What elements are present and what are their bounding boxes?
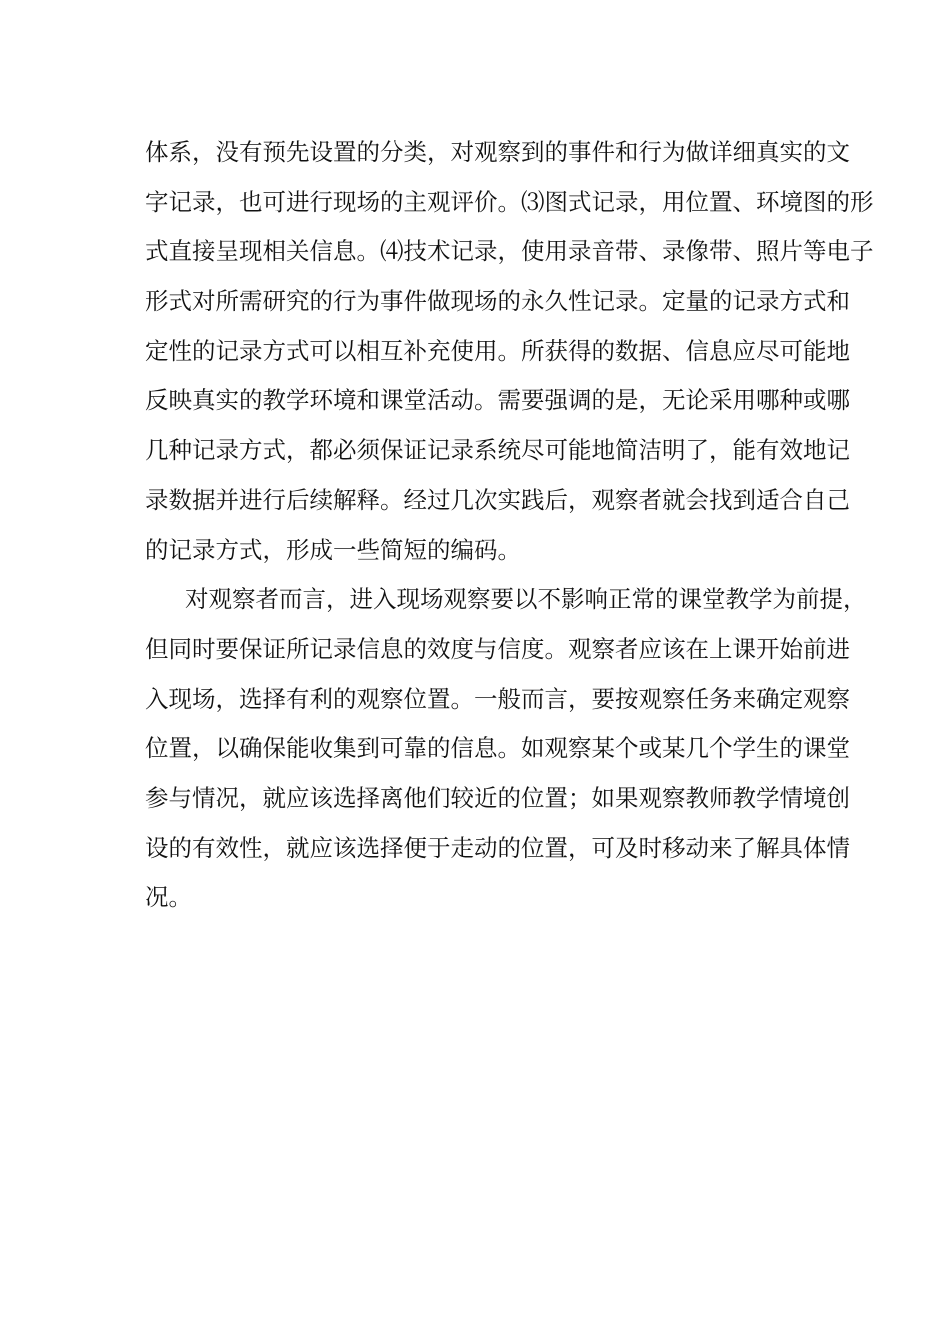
- text-line: 体系，没有预先设置的分类，对观察到的事件和行为做详细真实的文: [145, 138, 850, 166]
- paragraph-1: [145, 128, 874, 575]
- body-text: [145, 128, 874, 923]
- text-line: 形式对所需研究的行为事件做现场的永久性记录。定量的记录方式和: [145, 287, 850, 316]
- text-line: 反映真实的教学环境和课堂活动。需要强调的是，无论采用哪种或哪: [145, 386, 850, 415]
- text-line: 况。: [145, 883, 192, 912]
- text-line: 定性的记录方式可以相互补充使用。所获得的数据、信息应尽可能地: [145, 336, 850, 365]
- text-line: 的记录方式，形成一些简短的编码。: [145, 535, 521, 564]
- text-line: 录数据并进行后续解释。经过几次实践后，观察者就会找到适合自己: [145, 485, 850, 514]
- text-line: 参与情况，就应该选择离他们较近的位置；如果观察教师教学情境创: [145, 783, 850, 812]
- paragraph-2: [145, 575, 867, 923]
- text-line: 几种记录方式，都必须保证记录系统尽可能地简洁明了，能有效地记: [145, 436, 850, 465]
- text-line: 入现场，选择有利的观察位置。一般而言，要按观察任务来确定观察: [145, 684, 850, 713]
- text-line: 设的有效性，就应该选择便于走动的位置，可及时移动来了解具体情: [145, 833, 850, 862]
- text-line: 式直接呈现相关信息。⑷技术记录，使用录音带、录像带、照片等电子: [145, 237, 874, 266]
- text-line: 但同时要保证所记录信息的效度与信度。观察者应该在上课开始前进: [145, 634, 850, 663]
- text-line: 位置，以确保能收集到可靠的信息。如观察某个或某几个学生的课堂: [145, 734, 850, 763]
- text-line: 字记录，也可进行现场的主观评价。⑶图式记录，用位置、环境图的形: [145, 187, 874, 216]
- text-line: 对观察者而言，进入现场观察要以不影响正常的课堂教学为前提，: [185, 585, 867, 614]
